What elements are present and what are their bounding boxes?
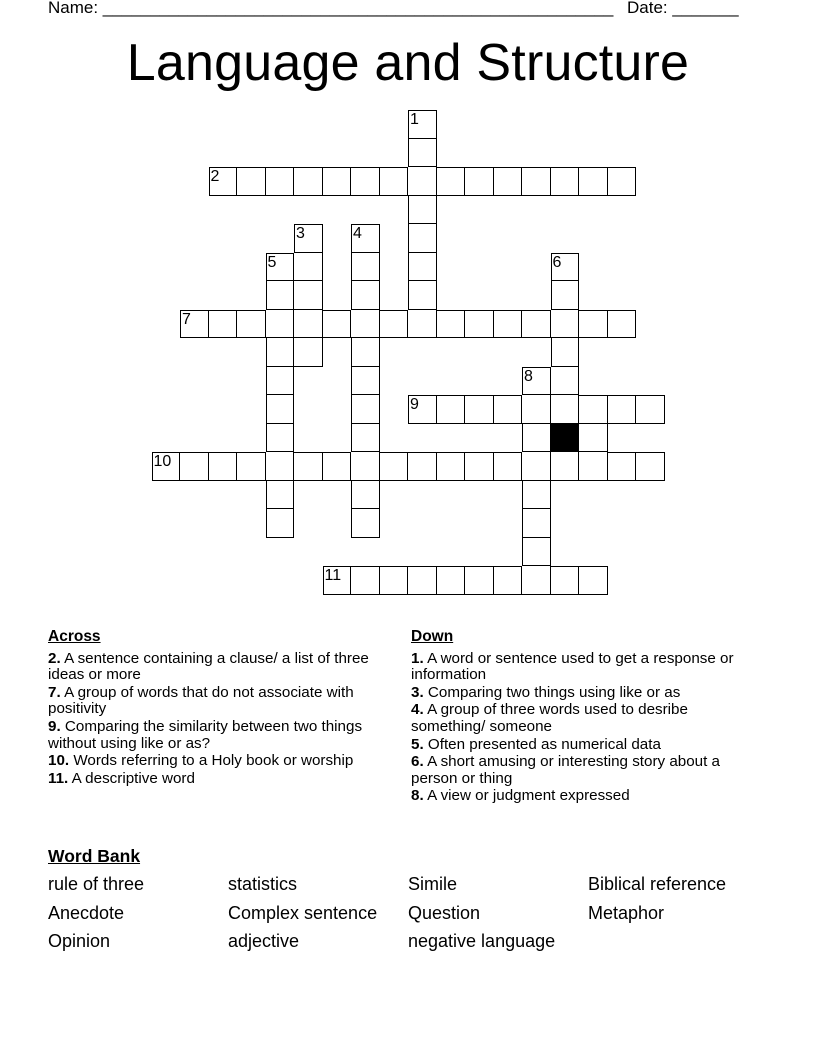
clue-number-label: 3	[296, 225, 305, 242]
crossword-cell[interactable]	[408, 167, 437, 196]
word-bank-item: Question	[408, 903, 481, 923]
crossword-cell[interactable]	[494, 167, 523, 196]
crossword-cell[interactable]	[351, 367, 380, 396]
crossword-cell[interactable]	[351, 452, 380, 481]
word-bank-item: Simile	[408, 874, 458, 894]
crossword-cell[interactable]	[351, 281, 380, 310]
crossword-cell[interactable]	[494, 566, 523, 595]
crossword-block-cell	[551, 424, 580, 453]
crossword-cell[interactable]	[494, 452, 523, 481]
across-clue: 10. Words referring to a Holy book or worship	[48, 752, 354, 770]
crossword-cell[interactable]	[294, 338, 323, 367]
crossword-cell[interactable]	[266, 509, 295, 538]
crossword-cell[interactable]	[608, 167, 637, 196]
clue-number-label: 10	[153, 453, 172, 470]
crossword-cell[interactable]	[522, 167, 551, 196]
crossword-cell[interactable]	[266, 367, 295, 396]
crossword-cell[interactable]	[579, 424, 608, 453]
crossword-cell[interactable]	[579, 310, 608, 339]
across-clue: 9. Comparing the similarity between two things without using like or as?	[48, 717, 363, 752]
crossword-cell[interactable]	[579, 167, 608, 196]
down-heading: Down	[411, 628, 454, 645]
crossword-cell[interactable]	[636, 452, 665, 481]
crossword-cell[interactable]	[294, 452, 323, 481]
crossword-cell[interactable]	[465, 395, 494, 424]
crossword-cell[interactable]	[351, 167, 380, 196]
clue-number-label: 5	[267, 253, 277, 271]
crossword-cell[interactable]	[323, 310, 352, 339]
crossword-cell[interactable]	[180, 452, 209, 481]
crossword-cell[interactable]	[465, 310, 494, 339]
crossword-cell[interactable]	[494, 395, 523, 424]
crossword-cell[interactable]	[437, 566, 466, 595]
crossword-cell[interactable]	[494, 310, 523, 339]
crossword-cell[interactable]	[380, 452, 409, 481]
crossword-cell[interactable]	[636, 395, 665, 424]
crossword-cell[interactable]	[294, 281, 323, 310]
crossword-cell[interactable]	[465, 566, 494, 595]
crossword-cell[interactable]	[408, 281, 437, 310]
crossword-cell[interactable]	[437, 452, 466, 481]
crossword-cell[interactable]	[237, 310, 266, 339]
crossword-cell[interactable]	[380, 566, 409, 595]
crossword-cell[interactable]	[408, 310, 437, 339]
clue-number-label: 8	[524, 367, 533, 385]
name-field-line: Name: ______________________________________________________	[48, 0, 614, 17]
crossword-cell[interactable]	[408, 224, 437, 253]
date-field-line: Date: _______	[627, 0, 739, 17]
clue-number-label: 6	[552, 253, 562, 271]
crossword-cell[interactable]	[294, 167, 323, 196]
word-bank-item: Anecdote	[48, 903, 125, 923]
crossword-cell[interactable]	[437, 310, 466, 339]
word-bank-item: Complex sentence	[228, 903, 378, 923]
crossword-cell[interactable]	[237, 167, 266, 196]
crossword-cell[interactable]	[266, 424, 295, 453]
crossword-cell[interactable]	[579, 566, 608, 595]
crossword-cell[interactable]	[351, 310, 380, 339]
across-clue: 2. A sentence containing a clause/ a list of three ideas or more	[48, 649, 369, 684]
crossword-cell[interactable]	[266, 481, 295, 510]
crossword-cell[interactable]	[551, 281, 580, 310]
crossword-cell[interactable]	[209, 310, 238, 339]
crossword-cell[interactable]	[351, 395, 380, 424]
crossword-cell[interactable]	[551, 566, 580, 595]
crossword-cell[interactable]	[522, 481, 551, 510]
page-title: Language and Structure	[126, 34, 690, 92]
across-clues	[48, 629, 398, 788]
crossword-cell[interactable]	[522, 509, 551, 538]
crossword-cell[interactable]	[437, 167, 466, 196]
crossword-cell[interactable]	[294, 253, 323, 282]
crossword-cell[interactable]	[351, 509, 380, 538]
crossword-cell[interactable]	[351, 566, 380, 595]
crossword-cell[interactable]	[323, 452, 352, 481]
crossword-cell[interactable]	[408, 452, 437, 481]
crossword-cell[interactable]	[266, 452, 295, 481]
crossword-cell[interactable]	[408, 196, 437, 225]
crossword-cell[interactable]	[608, 310, 637, 339]
crossword-cell[interactable]	[522, 424, 551, 453]
word-bank-item: negative language	[408, 931, 556, 951]
word-bank-item: adjective	[228, 931, 300, 951]
crossword-cell[interactable]	[209, 452, 238, 481]
word-bank-title: Word Bank	[48, 846, 141, 866]
crossword-cell[interactable]	[266, 395, 295, 424]
crossword-cell[interactable]	[579, 452, 608, 481]
word-bank-item: Biblical reference	[588, 874, 727, 894]
crossword-cell[interactable]	[351, 338, 380, 367]
clue-number-label: 9	[410, 396, 419, 413]
crossword-cell[interactable]	[522, 452, 551, 481]
crossword-cell[interactable]	[351, 424, 380, 453]
clue-number-label: 11	[324, 567, 342, 584]
crossword-cell[interactable]	[608, 452, 637, 481]
crossword-cell[interactable]	[408, 566, 437, 595]
down-clues	[411, 629, 761, 806]
crossword-cell[interactable]	[522, 538, 551, 567]
crossword-cell[interactable]	[266, 310, 295, 339]
crossword-cell[interactable]	[522, 310, 551, 339]
crossword-cell[interactable]	[522, 566, 551, 595]
down-clue: 4. A group of three words used to desribe something/ someone	[411, 701, 688, 735]
crossword-cell[interactable]	[551, 367, 580, 396]
crossword-cell[interactable]	[323, 167, 352, 196]
crossword-cell[interactable]	[351, 253, 380, 282]
crossword-cell[interactable]	[380, 310, 409, 339]
crossword-cell[interactable]	[551, 167, 580, 196]
crossword-cell[interactable]	[351, 481, 380, 510]
crossword-cell[interactable]	[408, 139, 437, 168]
clue-number-label: 7	[182, 310, 191, 328]
down-clue: 3. Comparing two things using like or as	[411, 683, 681, 701]
crossword-cell[interactable]	[266, 167, 295, 196]
crossword-cell[interactable]	[579, 395, 608, 424]
crossword-cell[interactable]	[608, 395, 637, 424]
across-heading: Across	[48, 628, 101, 645]
clue-number-label: 1	[410, 111, 419, 128]
clue-number-label: 2	[210, 168, 220, 185]
clue-number-label: 4	[353, 225, 362, 242]
down-clue: 1. A word or sentence used to get a response or information	[411, 649, 734, 684]
crossword-cell[interactable]	[266, 281, 295, 310]
word-bank-item: statistics	[228, 874, 298, 894]
crossword-cell[interactable]	[551, 310, 580, 339]
word-bank-item: rule of three	[48, 874, 145, 894]
down-clue: 8. A view or judgment expressed	[411, 787, 630, 805]
across-clue: 7. A group of words that do not associate with positivity	[48, 683, 354, 718]
crossword-cell[interactable]	[465, 167, 494, 196]
crossword-cell[interactable]	[551, 395, 580, 424]
crossword-cell[interactable]	[380, 167, 409, 196]
word-bank-item: Metaphor	[588, 903, 665, 923]
down-clue: 6. A short amusing or interesting story about a person or thing	[411, 753, 720, 787]
crossword-cell[interactable]	[266, 338, 295, 367]
crossword-cell[interactable]	[437, 395, 466, 424]
crossword-cell[interactable]	[551, 452, 580, 481]
crossword-cell[interactable]	[237, 452, 266, 481]
crossword-cell[interactable]	[522, 395, 551, 424]
word-bank-item: Opinion	[48, 931, 111, 951]
across-clue: 11. A descriptive word	[48, 769, 195, 787]
crossword-cell[interactable]	[551, 338, 580, 367]
crossword-cell[interactable]	[408, 253, 437, 282]
crossword-cell[interactable]	[465, 452, 494, 481]
down-clue: 5. Often presented as numerical data	[411, 735, 661, 753]
crossword-cell[interactable]	[294, 310, 323, 339]
